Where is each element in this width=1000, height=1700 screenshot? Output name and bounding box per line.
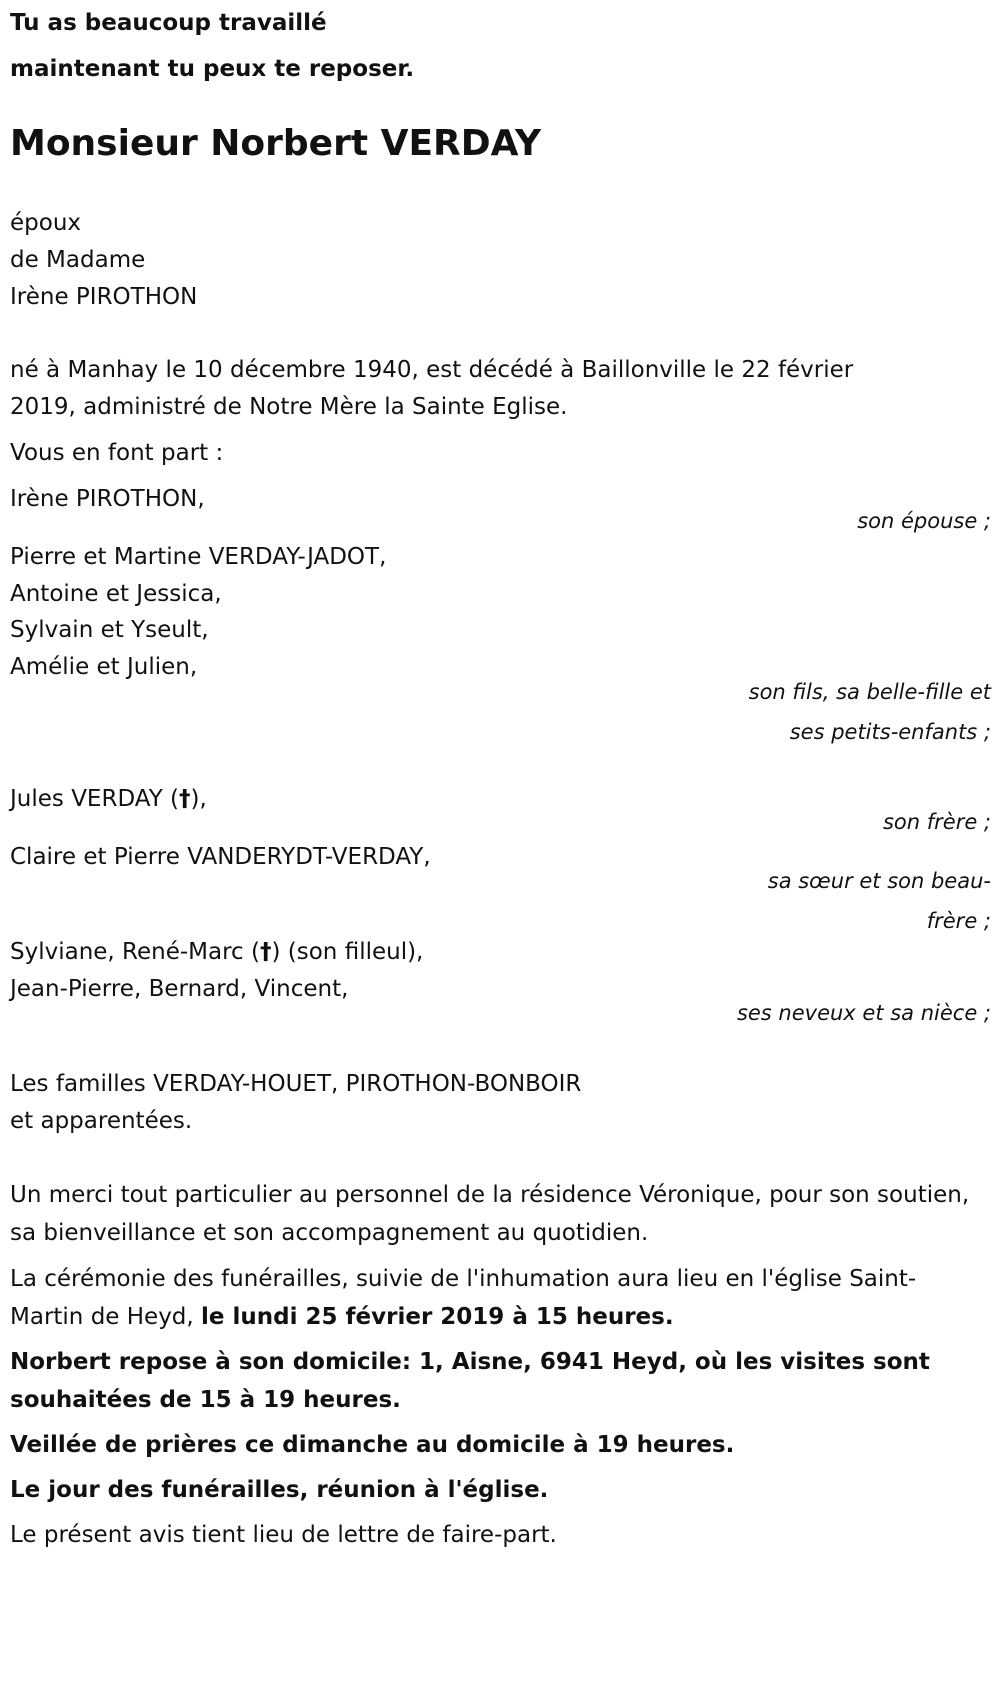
family-name xyxy=(10,784,207,814)
rest-paragraph: Norbert repose à son domicile: 1, Aisne, 6941 Heyd, où les visites sont souhaitées de 15 à 19 heures. xyxy=(10,1349,930,1413)
family-relation: son frère ; xyxy=(882,810,991,834)
cross-icon: † xyxy=(260,939,272,965)
family-name: Irène PIROTHON, xyxy=(10,486,205,512)
family-name: Pierre et Martine VERDAY-JADOT, xyxy=(10,544,387,570)
name-text: Jules VERDAY ( xyxy=(10,786,180,812)
family-name: et apparentées. xyxy=(10,1108,193,1134)
intro-line-2: maintenant tu peux te reposer. xyxy=(10,56,415,82)
notice-paragraph: Le présent avis tient lieu de lettre de faire-part. xyxy=(10,1522,557,1548)
ceremony-date: le lundi 25 février 2019 à 15 heures. xyxy=(201,1304,674,1330)
family-name: Antoine et Jessica, xyxy=(10,581,222,607)
name-text: ), xyxy=(190,786,207,812)
ceremony-paragraph xyxy=(10,1260,985,1336)
family-name: Claire et Pierre VANDERYDT-VERDAY, xyxy=(10,844,431,870)
vigil-paragraph: Veillée de prières ce dimanche au domicile à 19 heures. xyxy=(10,1432,735,1458)
meeting-paragraph: Le jour des funérailles, réunion à l'église. xyxy=(10,1477,549,1503)
cross-icon: † xyxy=(179,786,191,812)
family-name: Les familles VERDAY-HOUET, PIROTHON-BONBOIR xyxy=(10,1071,582,1097)
announcers-heading: Vous en font part : xyxy=(10,440,224,466)
family-name: Amélie et Julien, xyxy=(10,654,198,680)
family-name xyxy=(10,937,423,967)
spouse-line-3: Irène PIROTHON xyxy=(10,284,198,310)
family-relation: sa sœur et son beau-frère ; xyxy=(767,869,991,933)
family-relation: son épouse ; xyxy=(857,509,991,533)
family-relation: son fils, sa belle-fille et ses petits-enfants ; xyxy=(748,680,991,744)
thanks-paragraph: Un merci tout particulier au personnel de la résidence Véronique, pour son soutien, sa bienveillance et son accompagnement au quotidien. xyxy=(10,1182,970,1246)
family-name: Sylvain et Yseult, xyxy=(10,617,209,643)
family-name: Jean-Pierre, Bernard, Vincent, xyxy=(10,976,349,1002)
name-text: Sylviane, René-Marc ( xyxy=(10,939,260,965)
name-text: ) (son filleul), xyxy=(271,939,424,965)
intro-line-1: Tu as beaucoup travaillé xyxy=(10,10,327,36)
spouse-line-1: époux xyxy=(10,210,82,236)
deceased-name: Monsieur Norbert VERDAY xyxy=(10,123,542,164)
ceremony-text: La cérémonie des funérailles, suivie de l'inhumation aura lieu en l'église Saint-Martin de Heyd, xyxy=(10,1266,917,1330)
spouse-line-2: de Madame xyxy=(10,247,146,273)
family-relation: ses neveux et sa nièce ; xyxy=(736,1001,991,1025)
birth-death-line-2: 2019, administré de Notre Mère la Sainte Eglise. xyxy=(10,394,568,420)
birth-death-line-1: né à Manhay le 10 décembre 1940, est décédé à Baillonville le 22 février xyxy=(10,357,854,383)
